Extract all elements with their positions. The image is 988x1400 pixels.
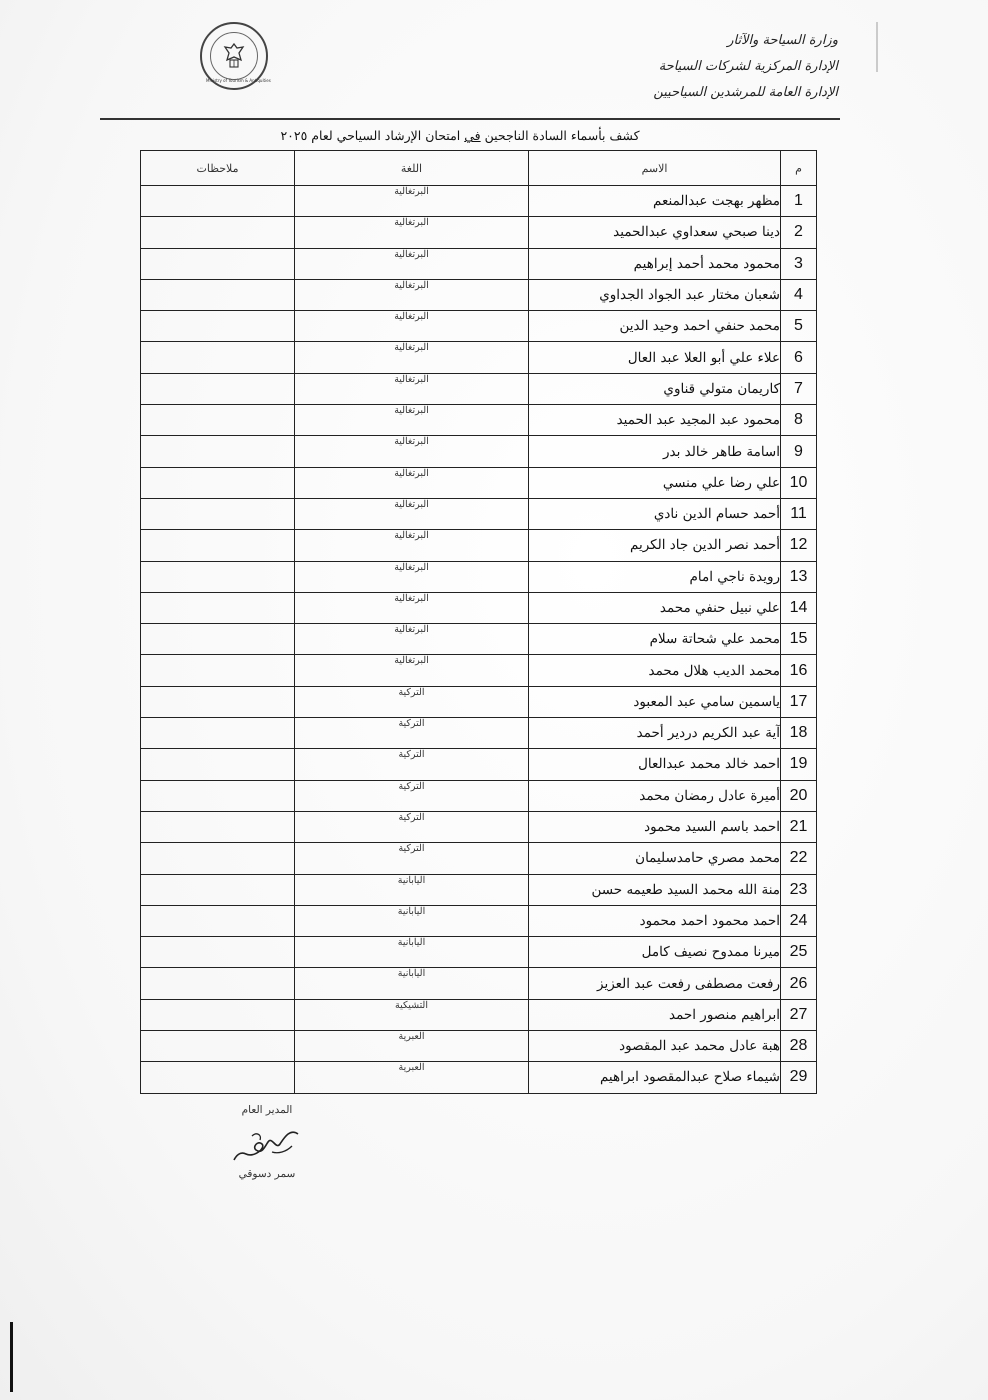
row-number: 6	[781, 342, 817, 373]
row-notes	[141, 905, 295, 936]
row-notes	[141, 373, 295, 404]
row-number: 1	[781, 186, 817, 217]
row-notes	[141, 811, 295, 842]
row-number: 20	[781, 780, 817, 811]
row-name: ميرنا ممدوح نصيف كامل	[529, 937, 781, 968]
row-language: البرتغالية	[295, 561, 529, 592]
column-header-notes: ملاحظات	[141, 151, 295, 186]
table-row	[141, 530, 817, 561]
table-row	[141, 937, 817, 968]
row-notes	[141, 624, 295, 655]
row-number: 11	[781, 498, 817, 529]
row-name: محمد مصري حامدسليمان	[529, 843, 781, 874]
row-language: البرتغالية	[295, 217, 529, 248]
row-language: البرتغالية	[295, 311, 529, 342]
row-language: اليابانية	[295, 968, 529, 999]
row-name: أحمد حسام الدين نادي	[529, 498, 781, 529]
table-row	[141, 279, 817, 310]
row-name: محمد حنفي احمد وحيد الدين	[529, 311, 781, 342]
scan-edge-artifact	[10, 1322, 13, 1392]
row-language: البرتغالية	[295, 530, 529, 561]
row-notes	[141, 530, 295, 561]
title-text-start: كشف بأسماء السادة الناجحين	[480, 128, 640, 143]
title-text-underlined: في	[464, 128, 481, 143]
row-number: 16	[781, 655, 817, 686]
table-row	[141, 968, 817, 999]
row-name: احمد محمود احمد محمود	[529, 905, 781, 936]
row-name: ياسمين سامي عبد المعبود	[529, 686, 781, 717]
table-row	[141, 624, 817, 655]
table-row	[141, 436, 817, 467]
signature-block	[222, 1104, 312, 1180]
row-number: 5	[781, 311, 817, 342]
row-notes	[141, 592, 295, 623]
row-language: البرتغالية	[295, 498, 529, 529]
table-row	[141, 843, 817, 874]
table-row	[141, 905, 817, 936]
row-number: 25	[781, 937, 817, 968]
row-notes	[141, 1062, 295, 1093]
row-number: 22	[781, 843, 817, 874]
row-notes	[141, 999, 295, 1030]
scan-artifact	[876, 22, 878, 72]
eagle-emblem-icon	[223, 42, 245, 70]
row-name: رفعت مصطفى رفعت عبد العزيز	[529, 968, 781, 999]
row-name: علاء علي أبو العلا عبد العال	[529, 342, 781, 373]
row-name: كاريمان متولي قناوي	[529, 373, 781, 404]
row-notes	[141, 279, 295, 310]
ministry-name: وزارة السياحة والآثار	[727, 33, 838, 48]
row-notes	[141, 718, 295, 749]
table-header-row	[141, 151, 817, 186]
row-name: أحمد نصر الدين جاد الكريم	[529, 530, 781, 561]
title-text-end: امتحان الإرشاد السياحي لعام ٢٠٢٥	[280, 128, 465, 143]
graduates-table	[140, 150, 817, 1094]
central-department-name: الإدارة المركزية لشركات السياحة	[658, 59, 838, 74]
row-number: 23	[781, 874, 817, 905]
row-number: 7	[781, 373, 817, 404]
general-department-name: الإدارة العامة للمرشدين السياحيين	[653, 85, 838, 100]
column-header-name: الاسم	[529, 151, 781, 186]
table-row	[141, 467, 817, 498]
row-number: 24	[781, 905, 817, 936]
table-row	[141, 1062, 817, 1093]
row-number: 3	[781, 248, 817, 279]
table-row	[141, 686, 817, 717]
row-name: مظهر بهجت عبدالمنعم	[529, 186, 781, 217]
row-number: 17	[781, 686, 817, 717]
row-number: 18	[781, 718, 817, 749]
row-notes	[141, 342, 295, 373]
row-notes	[141, 968, 295, 999]
graduates-table-container	[140, 150, 816, 1088]
row-language: التركية	[295, 811, 529, 842]
row-name: علي نبيل حنفي محمد	[529, 592, 781, 623]
row-language: التركية	[295, 780, 529, 811]
signatory-title: المدير العام	[241, 1104, 293, 1116]
row-notes	[141, 436, 295, 467]
row-language: العبرية	[295, 1062, 529, 1093]
signatory-name: سمر دسوقي	[238, 1168, 296, 1180]
header-divider	[100, 118, 840, 120]
row-name: علي رضا علي منسي	[529, 467, 781, 498]
table-row	[141, 780, 817, 811]
row-name: محمود عبد المجيد عبد الحميد	[529, 405, 781, 436]
row-notes	[141, 405, 295, 436]
row-language: البرتغالية	[295, 655, 529, 686]
row-language: البرتغالية	[295, 436, 529, 467]
table-row	[141, 248, 817, 279]
row-language: البرتغالية	[295, 467, 529, 498]
table-row	[141, 749, 817, 780]
row-number: 10	[781, 467, 817, 498]
row-name: محمد علي شحاتة سلام	[529, 624, 781, 655]
row-number: 12	[781, 530, 817, 561]
table-body	[141, 186, 817, 1094]
row-notes	[141, 874, 295, 905]
seal-caption: Ministry of Tourism & Antiquities	[206, 78, 271, 83]
row-notes	[141, 843, 295, 874]
table-row	[141, 718, 817, 749]
row-language: التركية	[295, 749, 529, 780]
row-name: محمد الديب هلال محمد	[529, 655, 781, 686]
row-name: شيماء صلاح عبدالمقصود ابراهيم	[529, 1062, 781, 1093]
row-name: احمد خالد محمد عبدالعال	[529, 749, 781, 780]
row-language: البرتغالية	[295, 592, 529, 623]
table-row	[141, 498, 817, 529]
row-notes	[141, 186, 295, 217]
row-language: البرتغالية	[295, 373, 529, 404]
row-number: 29	[781, 1062, 817, 1093]
table-row	[141, 592, 817, 623]
row-number: 9	[781, 436, 817, 467]
row-number: 28	[781, 1031, 817, 1062]
row-notes	[141, 655, 295, 686]
ministry-seal-logo	[200, 22, 271, 90]
document-title	[250, 128, 670, 143]
row-name: شعبان مختار عبد الجواد الجداوي	[529, 279, 781, 310]
row-name: آية عبد الكريم دردير أحمد	[529, 718, 781, 749]
table-row	[141, 561, 817, 592]
table-row	[141, 405, 817, 436]
table-row	[141, 811, 817, 842]
table-row	[141, 655, 817, 686]
row-name: أميرة عادل رمضان محمد	[529, 780, 781, 811]
row-language: البرتغالية	[295, 405, 529, 436]
row-notes	[141, 1031, 295, 1062]
table-row	[141, 217, 817, 248]
row-name: رويدة ناجي امام	[529, 561, 781, 592]
row-language: البرتغالية	[295, 342, 529, 373]
row-language: اليابانية	[295, 874, 529, 905]
row-name: احمد باسم السيد محمود	[529, 811, 781, 842]
row-language: البرتغالية	[295, 186, 529, 217]
row-number: 8	[781, 405, 817, 436]
row-language: البرتغالية	[295, 248, 529, 279]
row-number: 2	[781, 217, 817, 248]
row-language: اليابانية	[295, 905, 529, 936]
row-number: 27	[781, 999, 817, 1030]
row-notes	[141, 686, 295, 717]
row-name: ابراهيم منصور احمد	[529, 999, 781, 1030]
row-notes	[141, 780, 295, 811]
row-notes	[141, 311, 295, 342]
row-language: التركية	[295, 843, 529, 874]
row-notes	[141, 561, 295, 592]
table-row	[141, 186, 817, 217]
row-number: 26	[781, 968, 817, 999]
row-name: منة الله محمد السيد طعيمه حسن	[529, 874, 781, 905]
table-row	[141, 999, 817, 1030]
table-row	[141, 311, 817, 342]
row-language: التركية	[295, 718, 529, 749]
table-row	[141, 1031, 817, 1062]
row-number: 14	[781, 592, 817, 623]
table-row	[141, 373, 817, 404]
row-number: 19	[781, 749, 817, 780]
row-notes	[141, 498, 295, 529]
column-header-language: اللغة	[295, 151, 529, 186]
table-row	[141, 874, 817, 905]
row-name: اسامة طاهر خالد بدر	[529, 436, 781, 467]
row-language: البرتغالية	[295, 624, 529, 655]
row-notes	[141, 937, 295, 968]
row-notes	[141, 217, 295, 248]
row-language: اليابانية	[295, 937, 529, 968]
row-name: هبة عادل محمد عبد المقصود	[529, 1031, 781, 1062]
row-number: 13	[781, 561, 817, 592]
row-language: التركية	[295, 686, 529, 717]
column-header-number: م	[781, 151, 817, 186]
row-notes	[141, 248, 295, 279]
row-name: دينا صبحي سعداوي عبدالحميد	[529, 217, 781, 248]
row-language: البرتغالية	[295, 279, 529, 310]
row-notes	[141, 749, 295, 780]
row-number: 15	[781, 624, 817, 655]
row-name: محمود محمد أحمد إبراهيم	[529, 248, 781, 279]
row-language: التشيكية	[295, 999, 529, 1030]
row-number: 4	[781, 279, 817, 310]
row-number: 21	[781, 811, 817, 842]
table-row	[141, 342, 817, 373]
row-notes	[141, 467, 295, 498]
letterhead	[618, 28, 838, 106]
row-language: العبرية	[295, 1031, 529, 1062]
handwritten-signature	[232, 1124, 302, 1166]
